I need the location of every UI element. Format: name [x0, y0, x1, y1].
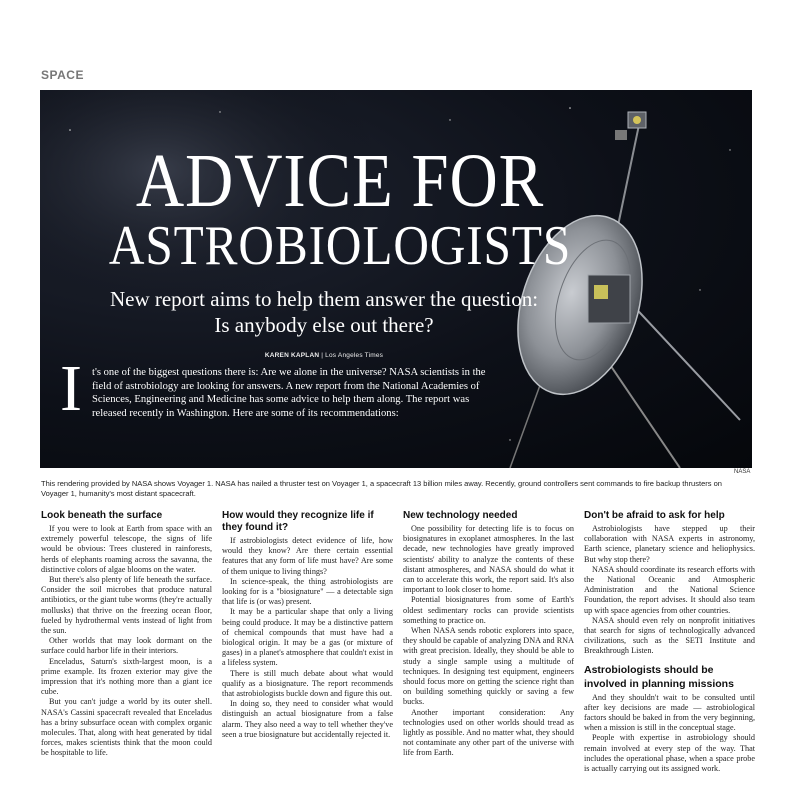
hero-image	[40, 90, 752, 468]
column-paragraph: If astrobiologists detect evidence of life, how would they know? Are there certain essential features that any form of life must have? Are some of them unique to living things?	[222, 536, 393, 576]
column-heading: New technology needed	[403, 510, 518, 521]
column-paragraph: Enceladus, Saturn's sixth-largest moon, is a prime example. Its frozen exterior may give the impression that it's nothing more than a giant ice cube.	[41, 656, 212, 697]
column-heading: Astrobiologists should be involved in planning missions	[584, 663, 734, 690]
column-paragraph: One possibility for detecting life is to focus on biosignatures in exoplanet atmospheres. In the last decade, new technologies have greatly improved scientists' ability to analyze the contents of these distant atmospheres, and NASA should do what it can to accelerate this work, the report said. It's also important to look closer to home.	[403, 524, 574, 595]
column-paragraph: Astrobiologists have stepped up their collaboration with NASA experts in astronomy, Earth science, planetary science and heliophysics. But why stop there?	[584, 524, 755, 564]
column-heading: How would they recognize life if they found it?	[222, 510, 374, 533]
column-heading: Don't be afraid to ask for help	[584, 510, 725, 521]
photo-credit: NASA	[734, 469, 751, 475]
column-paragraph: In doing so, they need to consider what would distinguish an actual biosignature from a false alarm. They also need a way to tell whether they've seen a true biosignature but accidentally rejected it.	[222, 699, 393, 739]
column-heading: Look beneath the surface	[41, 510, 163, 521]
section-label: SPACE	[41, 68, 84, 82]
column-paragraph: When NASA sends robotic explorers into space, they should be capable of analyzing DNA and RNA with great precision. Ideally, they should be able to study a single sample using a multitude of techniques. In designing test equipment, engineers should focus more on getting the science right than on building something quickly or saving a few bucks.	[403, 626, 574, 707]
article-column-2	[222, 510, 393, 809]
column-paragraph: And they shouldn't wait to be consulted until after key decisions are made — astrobiological factors should be baked in from the very beginning, when a mission is still in the conceptual stage.	[584, 692, 755, 733]
article-column-1	[41, 510, 212, 809]
column-paragraph: Potential biosignatures from some of Earth's oldest sedimentary rocks can provide scientists something to practice on.	[403, 595, 574, 625]
column-paragraph: It may be a particular shape that only a living being could produce. It may be a distinctive pattern of chemical compounds that must have had a biological origin. It may be a gas (or mixture of gases) in a planet's atmosphere that couldn't exist in a lifeless system.	[222, 607, 393, 668]
headline-line-2: ASTROBIOLOGISTS	[108, 215, 572, 277]
subhead-line-2: Is anybody else out there?	[214, 313, 434, 337]
column-paragraph: NASA should even rely on nonprofit initiatives that search for signs of technologically advanced civilizations, such as the SETI Institute and Breakthrough Listen.	[584, 615, 755, 656]
column-paragraph: If you were to look at Earth from space with an extremely powerful telescope, the signs of life would be obvious: Trees clustered in rainforests, herds of elephants roaming across the savanna, the distinctive colors of algae blooms on the water.	[41, 524, 212, 574]
byline-outlet: | Los Angeles Times	[321, 352, 384, 359]
drop-cap: I	[60, 352, 82, 425]
headline-line-1: ADVICE FOR	[135, 139, 545, 223]
byline-author: KAREN KAPLAN	[264, 352, 320, 359]
column-paragraph: In science-speak, the thing astrobiologists are looking for is a "biosignature" — a detectable sign that life is (or was) present.	[222, 576, 393, 607]
column-paragraph: Another important consideration: Any technologies used on other worlds should tread as lightly as possible. And no matter what, they should not contaminate any other part of the universe with life from Earth.	[403, 707, 574, 758]
column-paragraph: But there's also plenty of life beneath the surface. Consider the soil microbes that produce natural antibiotics, or the giant tube worms (they're actually mollusks) that thrive on the freezing ocean floor, fueled by hydrothermal vents instead of light from the sun.	[41, 575, 212, 636]
byline	[40, 352, 608, 359]
intro-paragraph: t's one of the biggest questions there is: Are we alone in the universe? NASA scientists in the field of astrobiology are looking for answers. A new report from the National Academies of Sciences, Engineering and Medicine has some advice to help them along. The report was released recently in Washington. Here are some of its recommendations:	[92, 367, 486, 419]
photo-caption: This rendering provided by NASA shows Voyager 1. NASA has nailed a thruster test on Voyager 1, a spacecraft 13 billion miles away. Recently, ground controllers sent commands to fire backup thrusters on Voyager 1, humanity's most distant spacecraft.	[41, 479, 722, 498]
subhead-line-1: New report aims to help them answer the question:	[109, 287, 539, 311]
column-paragraph: Other worlds that may look dormant on the surface could harbor life in their interiors.	[41, 636, 212, 656]
article-column-3	[403, 510, 574, 809]
column-paragraph: NASA should coordinate its research efforts with the National Oceanic and Atmospheric Administration and the National Science Foundation, the report advises. It should also team up with space agencies from other countries.	[584, 564, 755, 615]
column-paragraph: People with expertise in astrobiology should remain involved at every step of the way. That includes the operational phase, when a space probe is actually carrying out its assigned work.	[584, 733, 755, 774]
column-paragraph: But you can't judge a world by its outer shell. NASA's Cassini spacecraft revealed that Enceladus has a briny subsurface ocean with complex organic molecules. That, along with heat generated by tidal forces, makes scientists think that the moon could be hospitable to life.	[41, 697, 212, 758]
column-paragraph: There is still much debate about what would qualify as a biosignature. The report recommends that astrobiologists buckle down and figure this out.	[222, 668, 393, 699]
article-column-4	[584, 510, 755, 809]
